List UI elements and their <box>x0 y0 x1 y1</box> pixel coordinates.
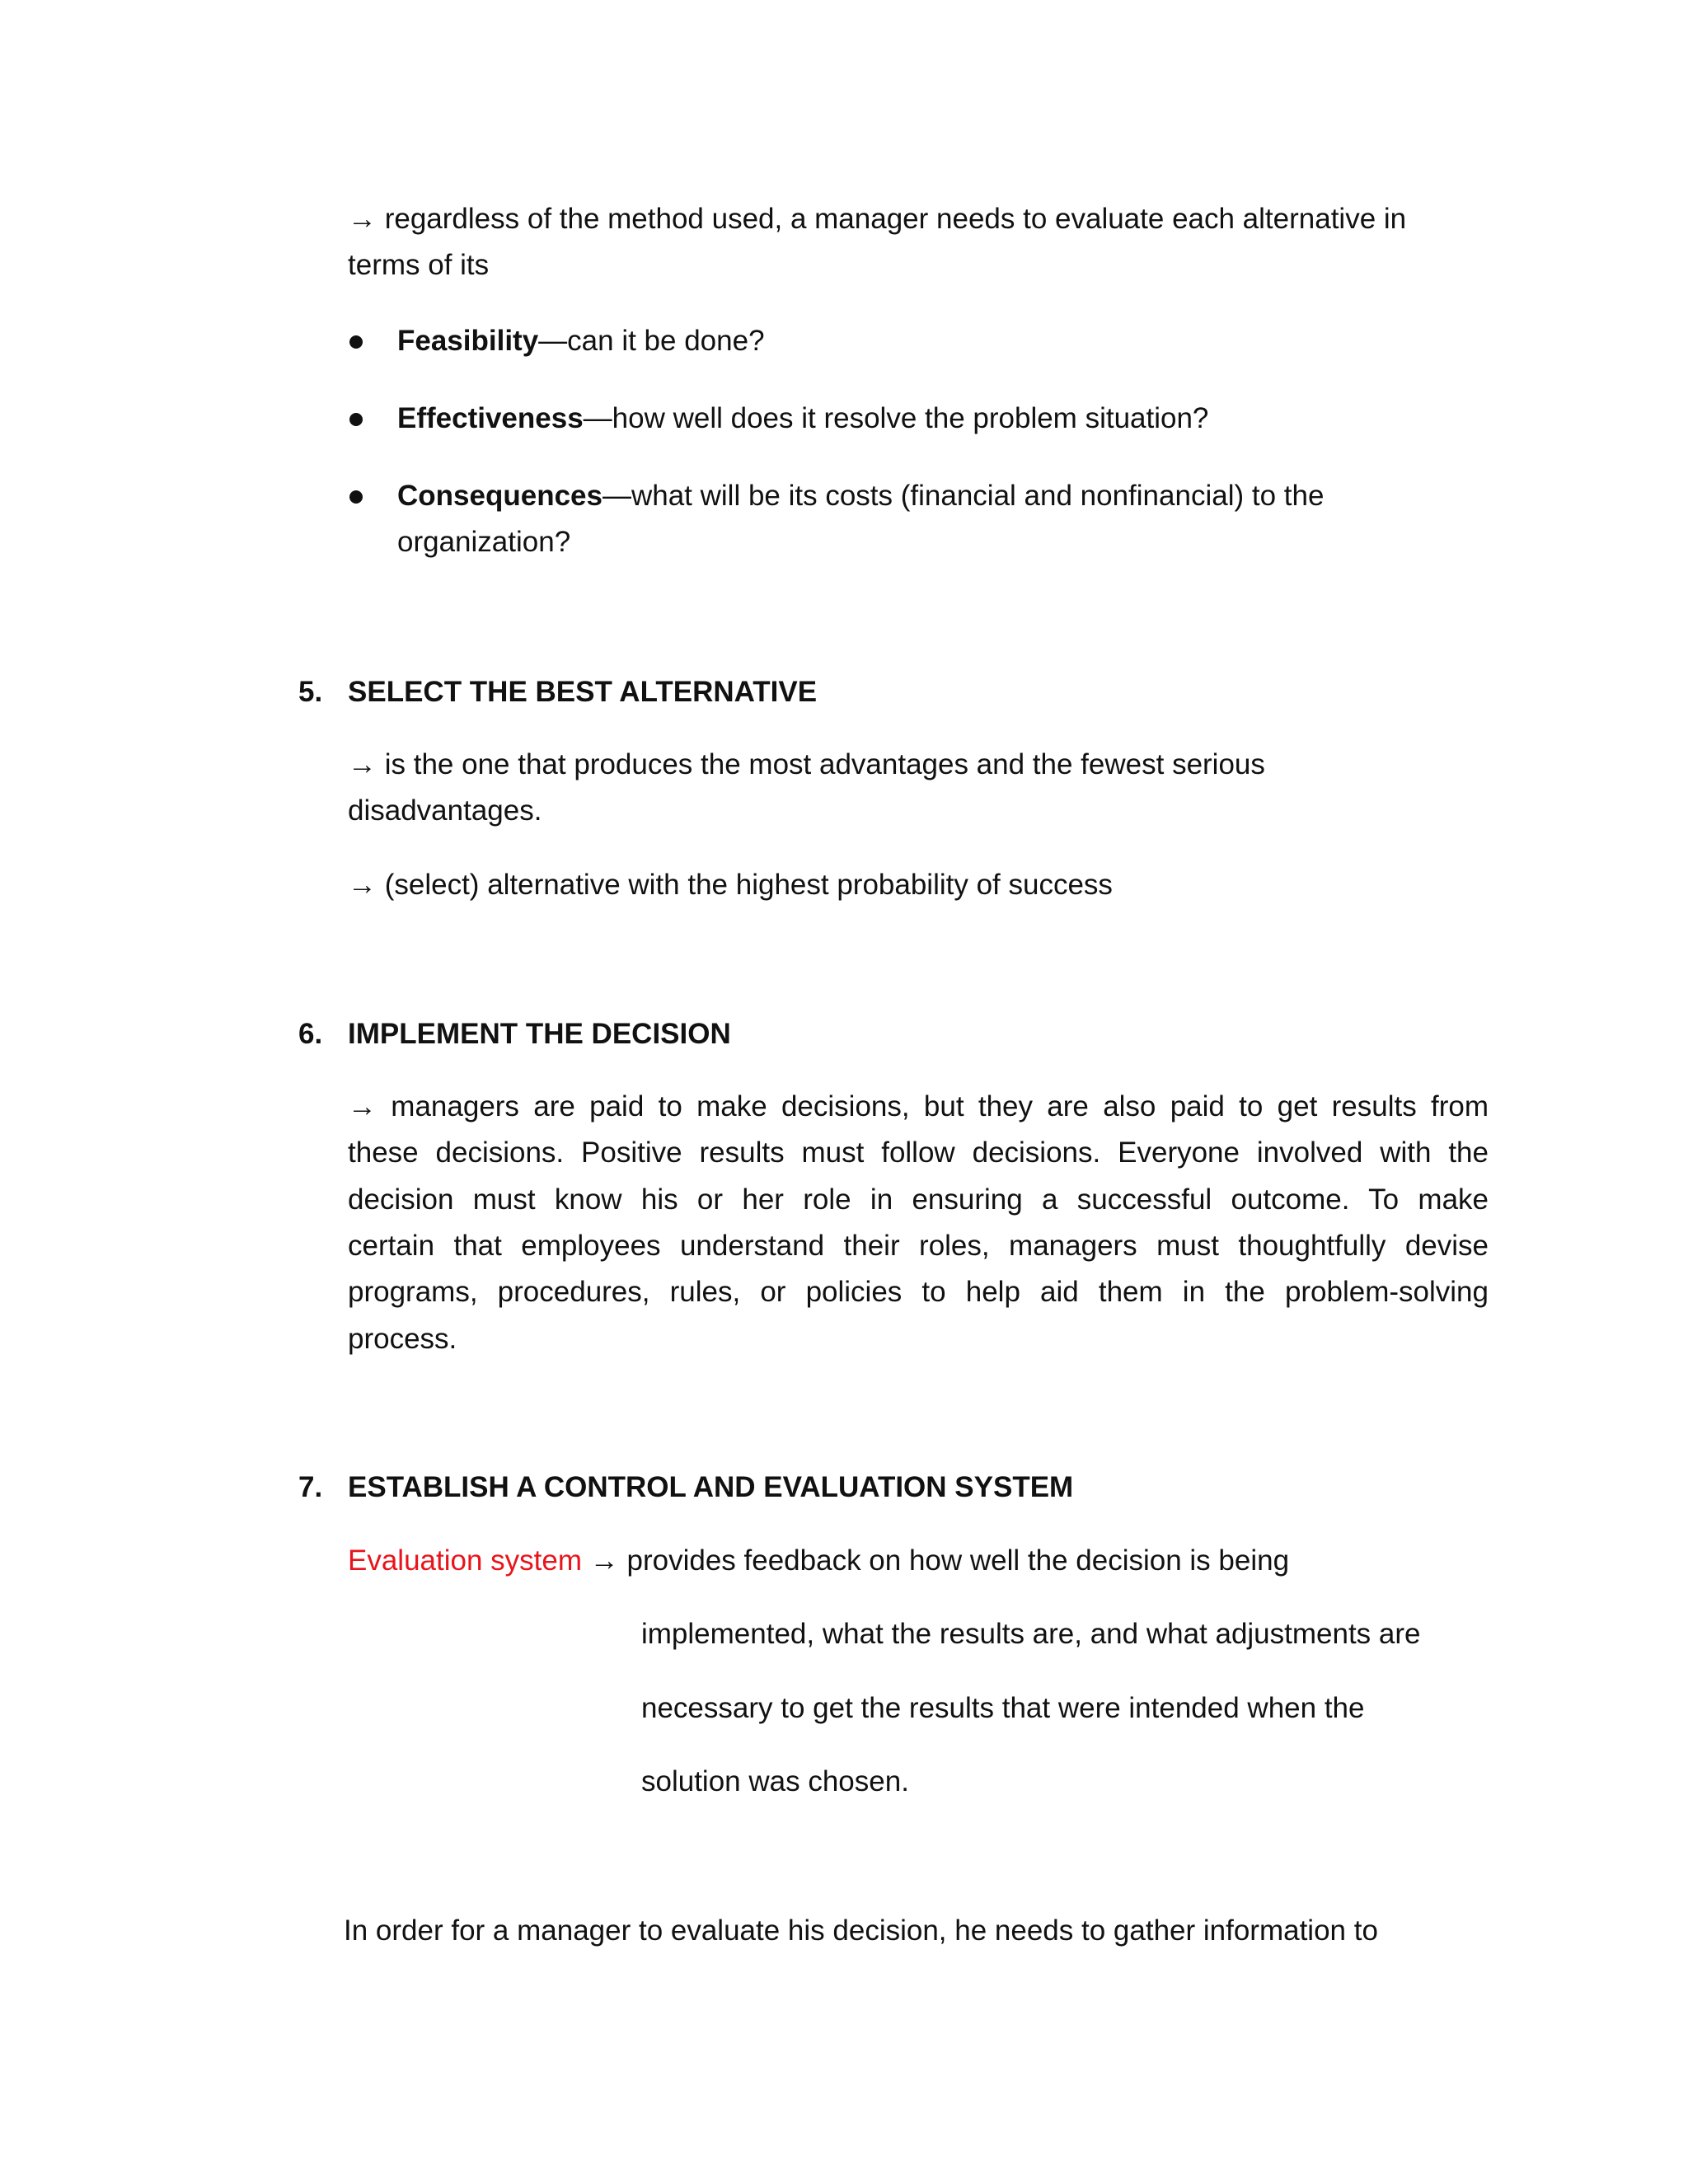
criterion-term: Feasibility <box>397 325 539 357</box>
criterion-desc: —how well does it resolve the problem situation? <box>583 402 1209 434</box>
step-6-heading: IMPLEMENT THE DECISION <box>348 1018 731 1050</box>
evaluation-system-term: Evaluation system <box>348 1544 583 1577</box>
step-6-line-1: → managers are paid to make decisions, but they are also paid to get results from <box>348 1090 1489 1122</box>
step-5-para-1-line-1: → is the one that produces the most advantages and the fewest serious <box>348 748 1265 780</box>
bullet-icon <box>349 335 363 349</box>
step-6-line-2: these decisions. Positive results must follow decisions. Everyone involved with the <box>348 1137 1489 1169</box>
criterion-desc: —can it be done? <box>538 325 765 357</box>
closing-paragraph: In order for a manager to evaluate his decision, he needs to gather information to <box>344 1915 1378 1947</box>
definition-line-2: implemented, what the results are, and what adjustments are <box>641 1618 1421 1650</box>
step-6-number: 6. <box>298 1018 323 1050</box>
criterion-consequences-cont: organization? <box>397 526 571 558</box>
step-5-number: 5. <box>298 676 323 708</box>
step-5-para-2: → (select) alternative with the highest probability of success <box>348 869 1113 901</box>
step-7-number: 7. <box>298 1471 323 1503</box>
bullet-icon <box>349 490 363 504</box>
criterion-consequences <box>397 479 1324 513</box>
definition-line-3: necessary to get the results that were intended when the <box>641 1692 1365 1724</box>
criterion-desc: —what will be its costs (financial and nonfinancial) to the <box>602 480 1325 512</box>
arrow-icon: → <box>589 1544 619 1577</box>
step-6-line-4: certain that employees understand their roles, managers must thoughtfully devise <box>348 1230 1489 1262</box>
criterion-feasibility <box>397 324 765 359</box>
step-5-heading: SELECT THE BEST ALTERNATIVE <box>348 676 818 708</box>
step-5-para-1-line-2: disadvantages. <box>348 794 542 827</box>
step-7-heading: ESTABLISH A CONTROL AND EVALUATION SYSTEM <box>348 1471 1074 1503</box>
criterion-effectiveness <box>397 401 1208 436</box>
intro-line-1: → regardless of the method used, a manager needs to evaluate each alternative in <box>348 203 1407 235</box>
criterion-term: Consequences <box>397 480 603 512</box>
intro-line-2: terms of its <box>348 249 490 281</box>
step-6-line-3: decision must know his or her role in ensuring a successful outcome. To make <box>348 1183 1489 1216</box>
step-6-line-6: process. <box>348 1323 457 1355</box>
bullet-icon <box>349 413 363 426</box>
criterion-term: Effectiveness <box>397 402 584 434</box>
step-6-line-5: programs, procedures, rules, or policies to help aid them in the problem-solving <box>348 1276 1489 1308</box>
definition-line-4: solution was chosen. <box>641 1765 909 1797</box>
evaluation-system-definition <box>348 1544 1289 1578</box>
definition-line-1: provides feedback on how well the decision is being <box>626 1544 1290 1577</box>
